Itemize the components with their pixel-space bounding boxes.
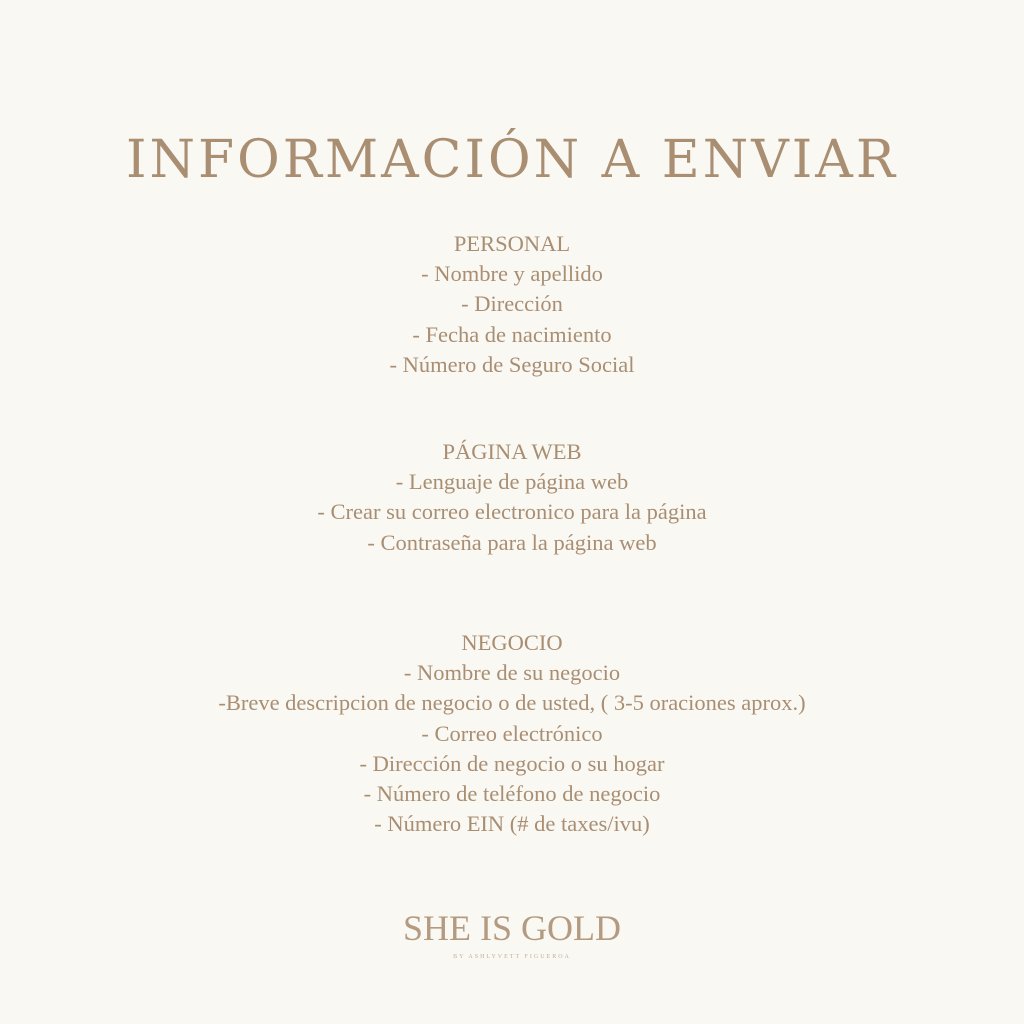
list-item: - Nombre y apellido — [421, 261, 603, 287]
list-item: - Fecha de nacimiento — [412, 321, 612, 347]
section-heading-web: PÁGINA WEB — [442, 439, 582, 464]
list-item: - Lenguaje de página web — [395, 469, 629, 495]
list-item: - Contraseña para la página web — [367, 529, 657, 555]
brand-tagline: BY ASHLYVETT FIGUEROA — [453, 954, 571, 960]
list-item: - Crear su correo electronico para la página — [317, 499, 707, 525]
brand-name: SHE IS GOLD — [402, 908, 621, 948]
list-item: - Número de Seguro Social — [389, 351, 635, 377]
list-item: - Dirección — [461, 291, 563, 317]
list-item: -Breve descripcion de negocio o de usted, ( 3-5 oraciones aprox.) — [218, 690, 806, 716]
section-heading-business: NEGOCIO — [461, 630, 563, 655]
list-item: - Nombre de su negocio — [403, 660, 621, 686]
brand-logo — [0, 906, 1024, 962]
list-item: - Correo electrónico — [421, 720, 603, 746]
list-item: - Dirección de negocio o su hogar — [359, 750, 665, 776]
section-business — [0, 628, 1024, 839]
section-web — [0, 437, 1024, 558]
list-item: - Número de teléfono de negocio — [363, 781, 661, 807]
section-heading-personal: PERSONAL — [453, 231, 571, 256]
page-title: INFORMACIÓN A ENVIAR — [125, 130, 899, 190]
section-personal — [0, 229, 1024, 380]
list-item: - Número EIN (# de taxes/ivu) — [374, 811, 650, 837]
